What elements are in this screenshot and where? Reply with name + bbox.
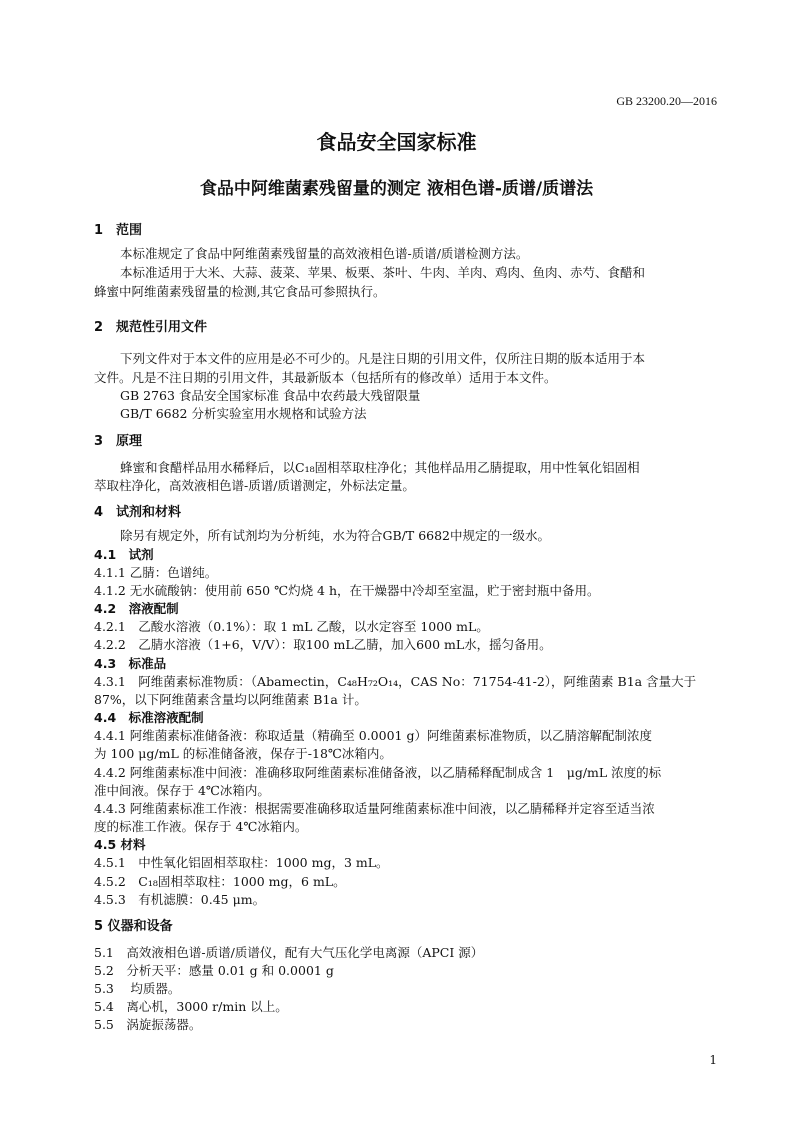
list-item: 5.4 离心机，3000 r/min 以上。	[94, 999, 288, 1014]
reference-item: GB/T 6682 分析实验室用水规格和试验方法	[120, 406, 367, 421]
list-item: 4.2.2 乙腈水溶液（1+6，V/V）：取100 mL乙腈，加入600 mL水，摇匀备用。	[94, 637, 552, 652]
list-item: 4.2.1 乙酸水溶液（0.1%）：取 1 mL 乙酸，以水定容至 1000 mL。	[94, 619, 489, 634]
list-item: 87%，以下阿维菌素含量均以阿维菌素 B1a 计。	[94, 692, 367, 707]
section-3-heading: 3 原理	[94, 434, 143, 449]
paragraph: 本标准规定了食品中阿维菌素残留量的高效液相色谱-质谱/质谱检测方法。	[120, 246, 529, 261]
standard-number: GB 23200.20—2016	[616, 94, 717, 108]
list-item: 4.4.1 阿维菌素标准储备液：称取适量（精确至 0.0001 g）阿维菌素标准物质，以乙腈溶解配制浓度	[94, 728, 652, 743]
list-item: 4.5.2 C₁₈固相萃取柱：1000 mg，6 mL。	[94, 874, 346, 889]
paragraph: 本标准适用于大米、大蒜、菠菜、苹果、板栗、茶叶、牛肉、羊肉、鸡肉、鱼肉、赤芍、食醋和	[120, 265, 646, 280]
subsection-heading: 4.3 标准品	[94, 656, 167, 671]
paragraph: 除另有规定外，所有试剂均为分析纯，水为符合GB/T 6682中规定的一级水。	[120, 528, 551, 543]
list-item: 4.4.2 阿维菌素标准中间液：准确移取阿维菌素标准储备液，以乙腈稀释配制成含 1 μg/mL 浓度的标	[94, 765, 662, 780]
page-title: 食品安全国家标准	[316, 130, 477, 154]
list-item: 5.2 分析天平：感量 0.01 g 和 0.0001 g	[94, 963, 334, 978]
list-item: 5.3 均质器。	[94, 981, 181, 996]
list-item: 准中间液。保存于 4℃冰箱内。	[94, 783, 270, 798]
page-subtitle: 食品中阿维菌素残留量的测定 液相色谱-质谱/质谱法	[199, 179, 594, 199]
subsection-heading: 4.2 溶液配制	[94, 601, 179, 616]
reference-item: GB 2763 食品安全国家标准 食品中农药最大残留限量	[120, 388, 421, 403]
subsection-heading: 4.4 标准溶液配制	[94, 710, 204, 725]
list-item: 4.4.3 阿维菌素标准工作液：根据需要准确移取适量阿维菌素标准中间液，以乙腈稀释并定容至适当浓	[94, 801, 655, 816]
section-5-heading: 5 仪器和设备	[94, 919, 173, 934]
list-item: 5.1 高效液相色谱-质谱/质谱仪，配有大气压化学电离源（APCI 源）	[94, 945, 484, 960]
list-item: 5.5 涡旋振荡器。	[94, 1017, 202, 1032]
section-1-heading: 1 范围	[94, 223, 143, 238]
list-item: 4.5.1 中性氧化铝固相萃取柱：1000 mg，3 mL。	[94, 855, 389, 870]
list-item: 为 100 μg/mL 的标准储备液，保存于-18℃冰箱内。	[94, 746, 392, 761]
subsection-heading: 4.1 试剂	[94, 547, 154, 562]
section-4-heading: 4 试剂和材料	[94, 505, 182, 520]
paragraph: 蜂蜜和食醋样品用水稀释后，以C₁₈固相萃取柱净化；其他样品用乙腈提取，用中性氧化铝固相	[120, 460, 640, 475]
page-number: 1	[709, 1053, 717, 1067]
paragraph: 萃取柱净化，高效液相色谱-质谱/质谱测定，外标法定量。	[94, 478, 415, 493]
section-2-heading: 2 规范性引用文件	[94, 320, 208, 335]
list-item: 4.1.2 无水硫酸钠：使用前 650 ℃灼烧 4 h，在干燥器中冷却至室温，贮于密封瓶中备用。	[94, 583, 600, 598]
paragraph: 蜂蜜中阿维菌素残留量的检测,其它食品可参照执行。	[94, 284, 386, 299]
list-item: 4.3.1 阿维菌素标准物质：（Abamectin，C₄₈H₇₂O₁₄，CAS No：71754-41-2），阿维菌素 B1a 含量大于	[94, 674, 697, 689]
subsection-heading: 4.5 材料	[94, 837, 146, 852]
list-item: 4.1.1 乙腈：色谱纯。	[94, 565, 218, 580]
paragraph: 文件。凡是不注日期的引用文件，其最新版本（包括所有的修改单）适用于本文件。	[94, 370, 557, 385]
list-item: 度的标准工作液。保存于 4℃冰箱内。	[94, 819, 308, 834]
list-item: 4.5.3 有机滤膜：0.45 μm。	[94, 892, 266, 907]
paragraph: 下列文件对于本文件的应用是必不可少的。凡是注日期的引用文件，仅所注日期的版本适用于本	[120, 351, 646, 366]
